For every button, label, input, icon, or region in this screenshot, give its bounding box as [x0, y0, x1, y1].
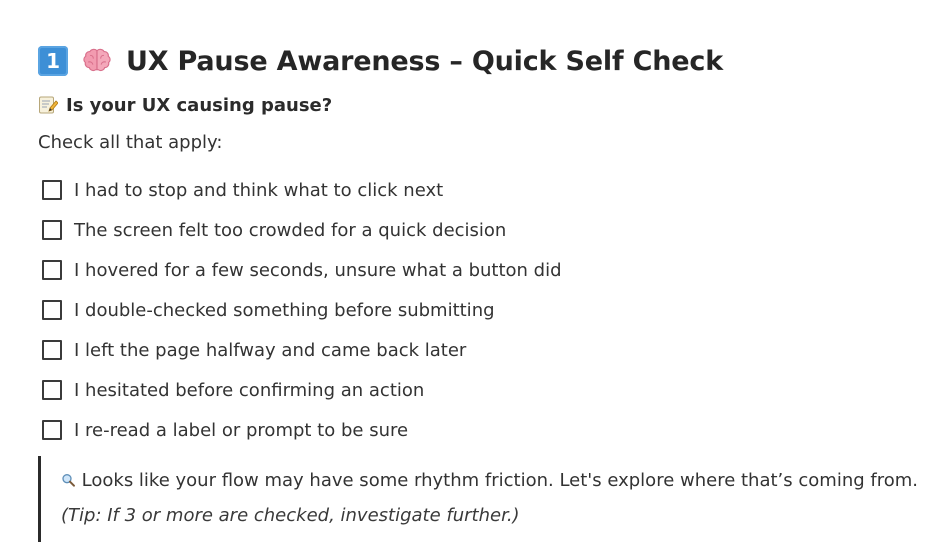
checklist-item[interactable] [38, 330, 918, 370]
checkbox[interactable] [42, 220, 62, 240]
checklist-item-label: I re-read a label or prompt to be sure [74, 419, 409, 441]
checklist-item[interactable] [38, 370, 918, 410]
checklist-item-label: I double-checked something before submitting [74, 299, 495, 321]
page-title [38, 40, 918, 82]
instructions-text: Check all that apply: [38, 132, 223, 153]
checklist-item-label: I hesitated before confirming an action [74, 379, 425, 401]
result-callout [38, 456, 918, 542]
checkbox[interactable] [42, 180, 62, 200]
checklist-item[interactable] [38, 170, 918, 210]
checkbox[interactable] [42, 420, 62, 440]
checklist-item-label: I left the page halfway and came back later [74, 339, 467, 361]
pause-checklist [38, 170, 918, 450]
checklist-item-label: I had to stop and think what to click next [74, 179, 444, 201]
question-heading [38, 92, 918, 118]
page-title-text: UX Pause Awareness – Quick Self Check [126, 45, 723, 77]
tip-text: (Tip: If 3 or more are checked, investigate further.) [61, 505, 520, 526]
checklist-item[interactable] [38, 210, 918, 250]
checkbox[interactable] [42, 340, 62, 360]
checkbox[interactable] [42, 300, 62, 320]
checklist-item[interactable] [38, 250, 918, 290]
brain-icon [82, 46, 112, 76]
callout-message-text: Looks like your flow may have some rhythm friction. Let's explore where that’s coming from. [81, 469, 918, 491]
number-one-badge: 1 [38, 46, 68, 76]
callout-message [61, 466, 918, 494]
checklist-item-label: The screen felt too crowded for a quick decision [74, 219, 507, 241]
checklist-item-label: I hovered for a few seconds, unsure what a button did [74, 259, 562, 281]
magnifier-icon [61, 469, 76, 491]
checklist-item[interactable] [38, 410, 918, 450]
checkbox[interactable] [42, 380, 62, 400]
checklist-item[interactable] [38, 290, 918, 330]
question-text: Is your UX causing pause? [66, 94, 333, 116]
checkbox[interactable] [42, 260, 62, 280]
self-check-page [38, 40, 918, 542]
memo-icon [38, 95, 58, 115]
